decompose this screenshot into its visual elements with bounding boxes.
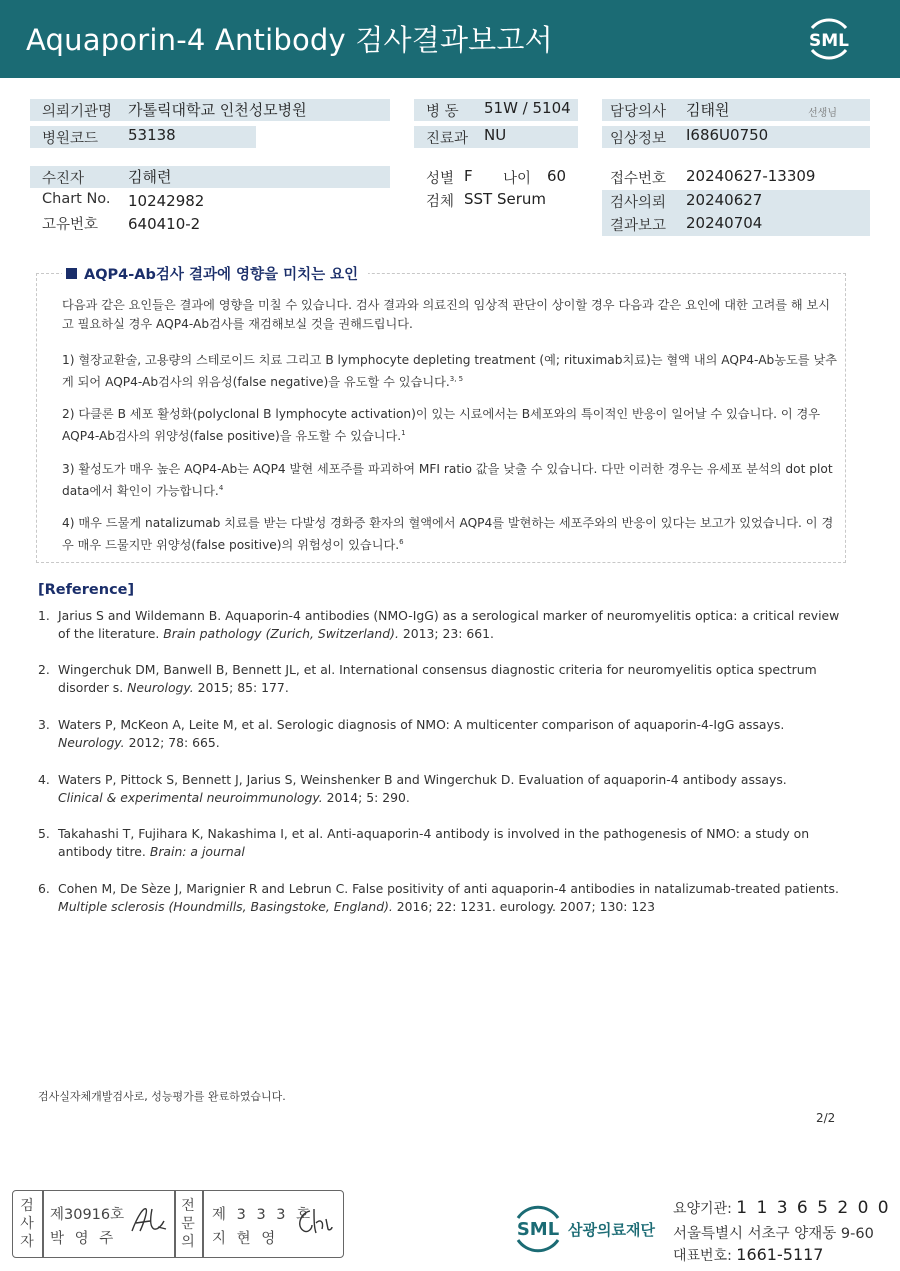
- reference-item: 5. Takahashi T, Fujihara K, Nakashima I, et al. Anti-aquaporin-4 antibody is involved in the pathogenesis of NMO: a study on antibody titre. Brain: a journal: [38, 826, 810, 859]
- svg-text:SML: SML: [516, 1219, 560, 1240]
- tester-signature-icon: [128, 1203, 170, 1237]
- reference-item: 2. Wingerchuk DM, Banwell B, Bennett JL, et al. International consensus diagnostic criteria for neuromyelitis optica spectrum disorder s. Neurology. 2015; 85: 177.: [38, 662, 817, 695]
- clinical-label: 임상정보: [610, 131, 667, 147]
- specimen-value: SST Serum: [464, 190, 547, 208]
- report-header: [0, 0, 900, 78]
- specialist-name: 지 현 영: [212, 1231, 279, 1247]
- report-date-label: 결과보고: [610, 218, 667, 234]
- reference-item: 6. Cohen M, De Sèze J, Marignier R and Lebrun C. False positivity of anti aquaporin-4 antibodies in natalizumab-treated patients. Multiple sclerosis (Houndmills, Basingstoke, England). 2016; 22: 1231. eurology. 2007; 130: 123: [38, 881, 839, 914]
- dept-label: 진료과: [426, 131, 469, 147]
- report-date-value: 20240704: [686, 214, 763, 232]
- institution-value: 가톨릭대학교 인천성모병원: [128, 101, 307, 119]
- ward-value: 51W / 5104: [484, 99, 571, 117]
- sex-value: F: [464, 167, 473, 185]
- receipt-label: 접수번호: [610, 171, 667, 187]
- signature-divider: [202, 1190, 204, 1258]
- patient-label: 수진자: [42, 171, 85, 187]
- hospital-code-value: 53138: [128, 126, 176, 144]
- sml-logo-icon: [802, 12, 856, 66]
- signature-divider: [174, 1190, 176, 1258]
- specialist-signature-icon: [294, 1205, 334, 1239]
- notice-title: AQP4-Ab검사 결과에 영향을 미치는 요인: [62, 263, 368, 284]
- organization-name: 삼광의료재단: [568, 1221, 655, 1239]
- age-value: 60: [547, 167, 567, 185]
- notice-intro: 다음과 같은 요인들은 결과에 영향을 미칠 수 있습니다. 검사 결과와 의료진의 임상적 판단이 상이할 경우 다음과 같은 요인에 대한 고려를 해 보시고 필요하실 경우 AQP4-Ab검사를 재검해보실 것을 권해드립니다.: [62, 298, 831, 331]
- notice-item-3: 3) 활성도가 매우 높은 AQP4-Ab는 AQP4 발현 세포주를 파괴하여 MFI ratio 값을 낮출 수 있습니다. 다만 이러한 경우는 유세포 분석의 dot plot data에서 확인이 가능합니다.$^4$: [62, 462, 833, 499]
- svg-text:SML: SML: [809, 31, 849, 51]
- representative-phone: 대표번호: 1661-5117: [673, 1245, 824, 1264]
- tester-name: 박 영 주: [50, 1231, 117, 1247]
- age-label: 나이: [503, 171, 532, 187]
- chart-value: 10242982: [128, 192, 205, 210]
- tester-license: 제30916호: [50, 1207, 125, 1223]
- chart-label: Chart No.: [42, 191, 111, 207]
- unique-label: 고유번호: [42, 217, 99, 233]
- sml-org-logo-icon: [510, 1200, 566, 1256]
- dept-value: NU: [484, 126, 507, 144]
- notice-item-4: 4) 매우 드물게 natalizumab 치료를 받는 다발성 경화증 환자의 혈액에서 AQP4를 발현하는 세포주와의 반응이 있다는 보고가 있었습니다. 이 경우 매우 드물지만 위양성(false positive)의 위험성이 있습니다.$^6$: [62, 516, 834, 553]
- specimen-label: 검체: [426, 194, 455, 210]
- ward-label: 병 동: [426, 104, 459, 120]
- square-bullet-icon: [66, 268, 77, 279]
- notice-item-1: 1) 혈장교환술, 고용량의 스테로이드 치료 그리고 B lymphocyte depleting treatment (예; rituximab치료)는 혈액 내의 AQP4-Ab농도를 낮추게 되어 AQP4-Ab검사의 위음성(false negative)을 유도할 수 있습니다.$^{3, 5}$: [62, 353, 838, 390]
- sex-label: 성별: [426, 171, 455, 187]
- page-number: 2/2: [816, 1111, 836, 1125]
- institution-label: 의뢰기관명: [42, 104, 113, 120]
- clinical-value: I686U0750: [686, 126, 769, 144]
- notice-item-2: 2) 다클론 B 세포 활성화(polyclonal B lymphocyte activation)이 있는 시료에서는 B세포와의 특이적인 반응이 일어날 수 있습니다. 이 경우 AQP4-Ab검사의 위양성(false positive)을 유도할 수 있습니다.$^1$: [62, 407, 821, 444]
- doctor-value: 김태원: [686, 101, 730, 119]
- specialist-label: 전 문 의: [181, 1198, 195, 1250]
- specialist-license: 제 3 3 3 호: [212, 1207, 314, 1223]
- reference-item: 3. Waters P, McKeon A, Leite M, et al. Serologic diagnosis of NMO: A multicenter comparison of aquaporin-4-IgG assays. Neurology. 2012; 78: 665.: [38, 717, 785, 750]
- care-institution-number: 요양기관: 1 1 3 6 5 2 0 0: [673, 1198, 891, 1218]
- reference-item: 1. Jarius S and Wildemann B. Aquaporin-4 antibodies (NMO-IgG) as a serological marker of neuromyelitis optica: a critical review of the literature. Brain pathology (Zurich, Switzerland). 2013; 23: 661.: [38, 608, 840, 641]
- validation-note: 검사실자체개발검사로, 성능평가를 완료하였습니다.: [38, 1090, 286, 1103]
- organization-address: 서울특별시 서초구 양재동 9-60: [673, 1226, 874, 1242]
- patient-value: 김해련: [128, 168, 172, 186]
- tester-label: 검 사 자: [20, 1198, 34, 1250]
- reference-title: [Reference]: [38, 582, 135, 598]
- reference-item: 4. Waters P, Pittock S, Bennett J, Jarius S, Weinshenker B and Wingerchuk D. Evaluation of aquaporin-4 antibody assays. Clinical & experimental neuroimmunology. 2014; 5: 290.: [38, 772, 787, 805]
- request-label: 검사의뢰: [610, 195, 667, 211]
- report-title: Aquaporin-4 Antibody 검사결과보고서: [26, 23, 553, 57]
- request-value: 20240627: [686, 191, 763, 209]
- doctor-suffix: 선생님: [808, 108, 837, 119]
- unique-value: 640410-2: [128, 215, 201, 233]
- signature-divider: [42, 1190, 44, 1258]
- receipt-value: 20240627-13309: [686, 167, 816, 185]
- doctor-label: 담당의사: [610, 104, 667, 120]
- hospital-code-label: 병원코드: [42, 131, 99, 147]
